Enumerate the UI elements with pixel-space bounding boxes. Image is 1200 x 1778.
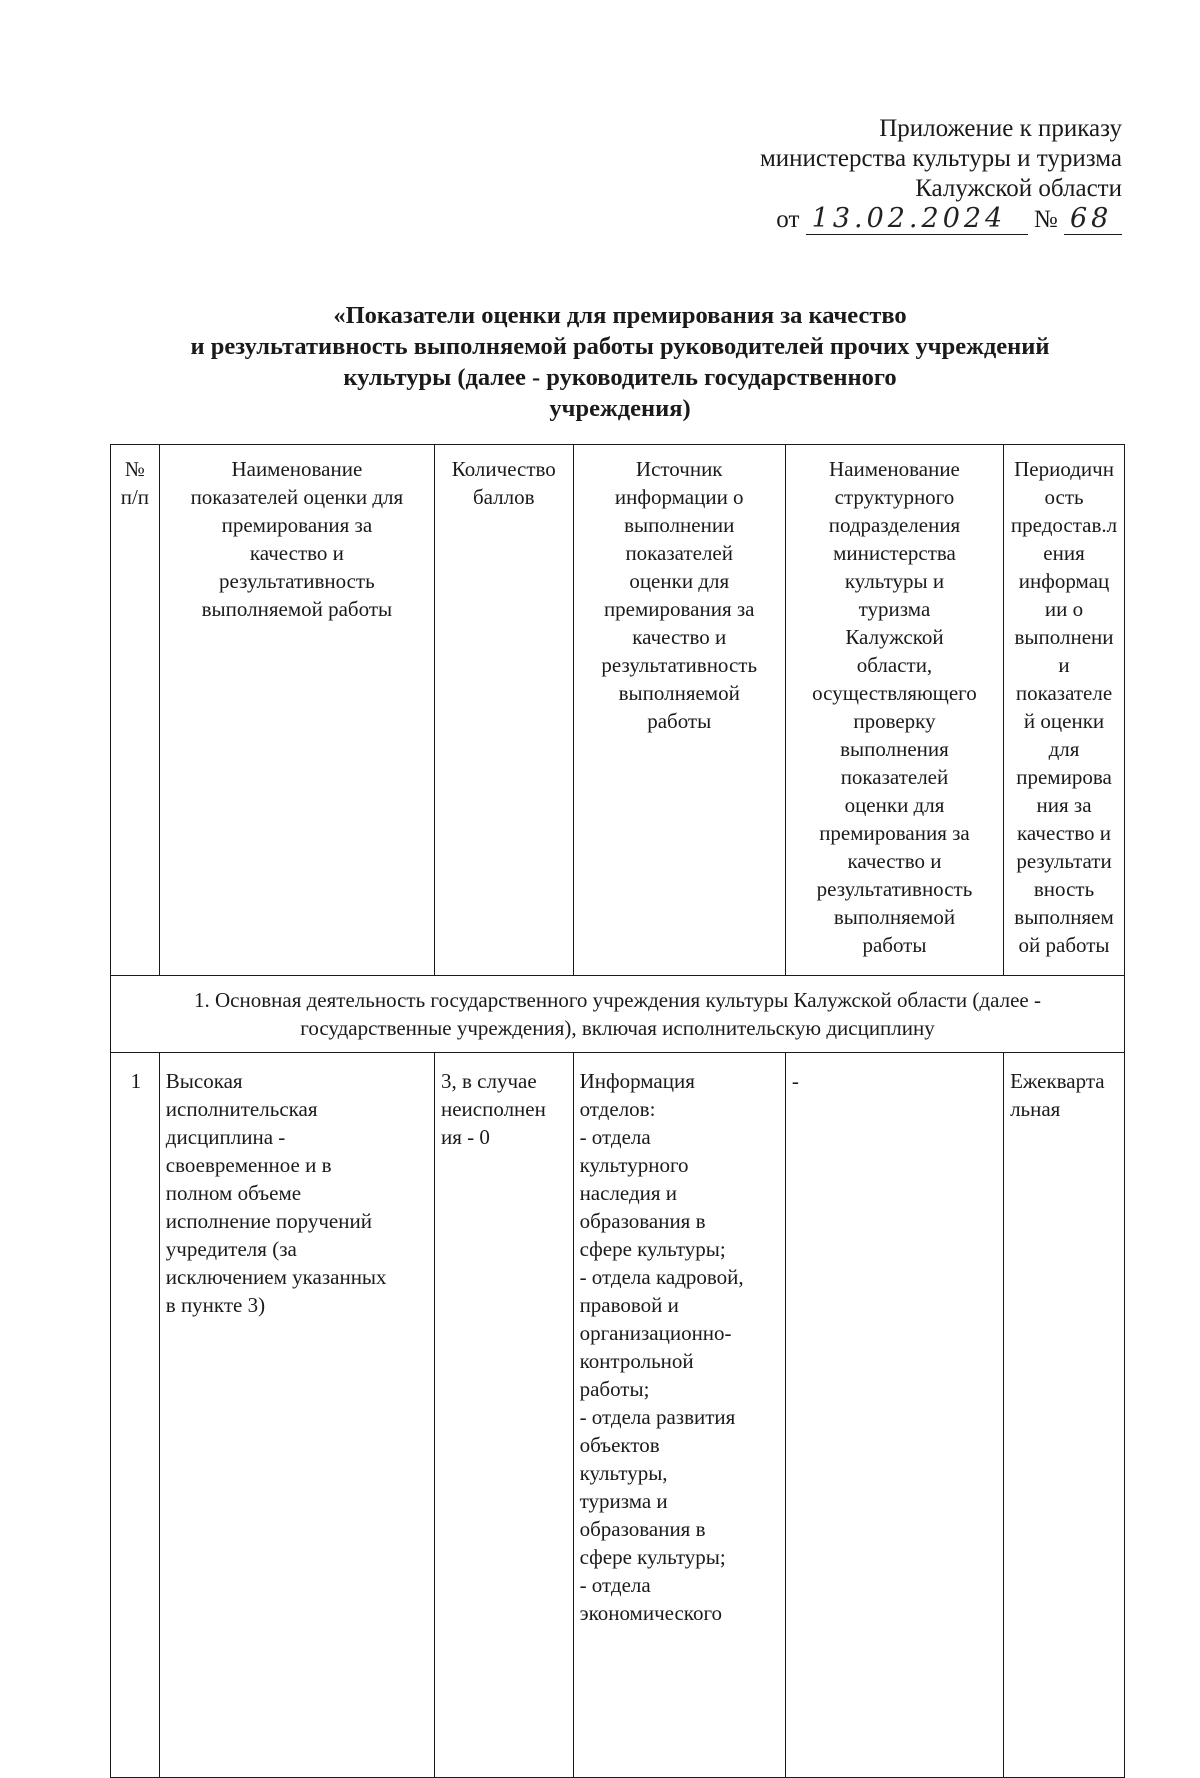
text-line: ость — [1044, 485, 1084, 509]
text-line: образования в — [579, 1517, 706, 1541]
text-line: туризма — [858, 597, 931, 621]
text-line: Источник — [635, 457, 723, 481]
text-line: результативность — [601, 653, 758, 677]
text-line: отделов: — [579, 1097, 656, 1121]
text-line: выполняемой — [618, 681, 740, 705]
text-line: премирова — [1016, 765, 1112, 789]
text-line: учредителя (за — [165, 1237, 297, 1261]
text-line: Наименование — [829, 457, 960, 481]
order-number-label: № — [1033, 206, 1058, 233]
text-line: п/п — [120, 485, 150, 509]
text-line: качество и — [249, 541, 344, 565]
text-line: исключением указанных — [165, 1265, 387, 1289]
text-line: информац — [1018, 569, 1110, 593]
text-line: своевременное и в — [165, 1153, 332, 1177]
text-line: качество и — [1017, 821, 1112, 845]
text-line: качество и — [632, 625, 727, 649]
text-line: культурного — [579, 1153, 689, 1177]
text-line: объектов — [579, 1433, 660, 1457]
title-line-4: учреждения) — [549, 395, 691, 422]
text-line: исполнительская — [165, 1097, 318, 1121]
text-line: сфере культуры; — [579, 1545, 726, 1569]
text-line: показателе — [1015, 681, 1113, 705]
text-line: 1. Основная деятельность государственного учреждения культуры Калужской области (далее - — [194, 988, 1041, 1012]
text-line: экономического — [579, 1601, 723, 1625]
text-line: Наименование — [231, 457, 363, 481]
text-line: вность — [1033, 877, 1095, 901]
text-line: для — [1048, 737, 1080, 761]
text-line: дисциплина - — [165, 1125, 286, 1149]
text-line: ой работы — [1018, 933, 1110, 957]
order-number-handwritten: 68 — [1064, 204, 1122, 235]
header-points — [434, 445, 573, 976]
text-line: организационно- — [579, 1321, 732, 1345]
text-line: государственные учреждения), включая исполнительскую дисциплину — [300, 1016, 935, 1040]
text-line: выполняем — [1014, 905, 1114, 929]
text-line: - отдела развития — [579, 1405, 736, 1429]
text-line: и — [1058, 653, 1070, 677]
text-line: ния за — [1036, 793, 1092, 817]
table-header-row — [111, 445, 1125, 976]
row-points — [434, 1053, 573, 1778]
text-line: министерства — [833, 541, 956, 565]
text-line: неисполнен — [440, 1097, 546, 1121]
text-line: результативность — [816, 877, 973, 901]
text-line: сфере культуры; — [579, 1237, 726, 1261]
text-line: ия - 0 — [440, 1125, 490, 1149]
row-periodicity — [1004, 1053, 1125, 1778]
text-line: ии о — [1044, 597, 1084, 621]
text-line: Калужской — [845, 625, 944, 649]
text-line: структурного — [834, 485, 955, 509]
text-line: выполняемой — [833, 905, 956, 929]
text-line: результативность — [219, 569, 375, 593]
section-row — [111, 976, 1125, 1053]
text-line: проверку — [853, 709, 936, 733]
text-line: льная — [1010, 1097, 1061, 1121]
text-line: 3, в случае — [440, 1069, 537, 1093]
text-line: оценки для — [844, 793, 945, 817]
text-line: работы — [647, 709, 712, 733]
text-line: Периодичн — [1014, 457, 1114, 481]
order-from-label: от — [776, 206, 800, 233]
appendix-line-2: министерства культуры и туризма — [759, 145, 1122, 172]
text-line: выполнени — [1014, 625, 1114, 649]
row-num: 1 — [111, 1053, 160, 1778]
text-line: оценки для — [629, 569, 730, 593]
appendix-line-3: Калужской области — [915, 175, 1122, 202]
text-line: - отдела — [579, 1125, 651, 1149]
text-line: результати — [1016, 849, 1112, 873]
text-line: Количество — [451, 457, 556, 481]
section-1-title — [111, 976, 1125, 1053]
text-line: культуры, — [579, 1461, 668, 1485]
text-line: премирования за — [603, 597, 755, 621]
text-line: в пункте 3) — [165, 1293, 266, 1317]
text-line: качество и — [847, 849, 942, 873]
text-line: контрольной — [579, 1349, 694, 1373]
appendix-block — [760, 114, 1122, 235]
header-indicator-name — [159, 445, 434, 976]
document-title — [0, 300, 1200, 424]
text-line: - отдела — [579, 1573, 651, 1597]
text-line: подразделения — [828, 513, 961, 537]
text-line: Ежекварта — [1010, 1069, 1105, 1093]
text-line: наследия и — [579, 1181, 678, 1205]
header-info-source — [573, 445, 785, 976]
row-info-source — [573, 1053, 785, 1778]
text-line: осуществляющего — [812, 681, 977, 705]
text-line: культуры и — [844, 569, 945, 593]
text-line: работы — [862, 933, 927, 957]
text-line: исполнение поручений — [165, 1209, 372, 1233]
order-date-handwritten: 13.02.2024 — [806, 204, 1028, 235]
text-line: № — [124, 457, 145, 481]
text-line: й оценки — [1023, 709, 1105, 733]
text-line: информации о — [614, 485, 744, 509]
text-line: выполняемой работы — [201, 597, 393, 621]
text-line: выполнения — [840, 737, 949, 761]
text-line: показателей — [840, 765, 949, 789]
indicators-table — [110, 444, 1125, 1778]
table-row — [111, 1053, 1125, 1778]
text-line: работы; — [579, 1377, 650, 1401]
text-line: выполнении — [624, 513, 735, 537]
text-line: баллов — [472, 485, 535, 509]
title-line-2: и результативность выполняемой работы руководителей прочих учреждений — [190, 333, 1050, 360]
header-num — [111, 445, 160, 976]
text-line: предостав.л — [1010, 513, 1118, 537]
text-line: показателей оценки для — [190, 485, 404, 509]
text-line: туризма и — [579, 1489, 668, 1513]
header-periodicity — [1004, 445, 1125, 976]
text-line: области, — [856, 653, 933, 677]
text-line: - отдела кадровой, — [579, 1265, 744, 1289]
row-indicator-name — [159, 1053, 434, 1778]
title-line-3: культуры (далее - руководитель государственного — [343, 364, 897, 391]
row-division: - — [785, 1053, 1003, 1778]
order-date-number-line — [760, 204, 1122, 235]
text-line: премирования за — [221, 513, 373, 537]
text-line: ения — [1043, 541, 1085, 565]
title-line-1: «Показатели оценки для премирования за качество — [333, 302, 907, 329]
header-division — [785, 445, 1003, 976]
text-line: показателей — [625, 541, 733, 565]
text-line: образования в — [579, 1209, 706, 1233]
text-line: полном объеме — [165, 1181, 302, 1205]
text-line: Информация — [579, 1069, 695, 1093]
text-line: Высокая — [165, 1069, 243, 1093]
text-line: правовой и — [579, 1293, 679, 1317]
text-line: премирования за — [819, 821, 970, 845]
appendix-line-1: Приложение к приказу — [879, 115, 1122, 142]
